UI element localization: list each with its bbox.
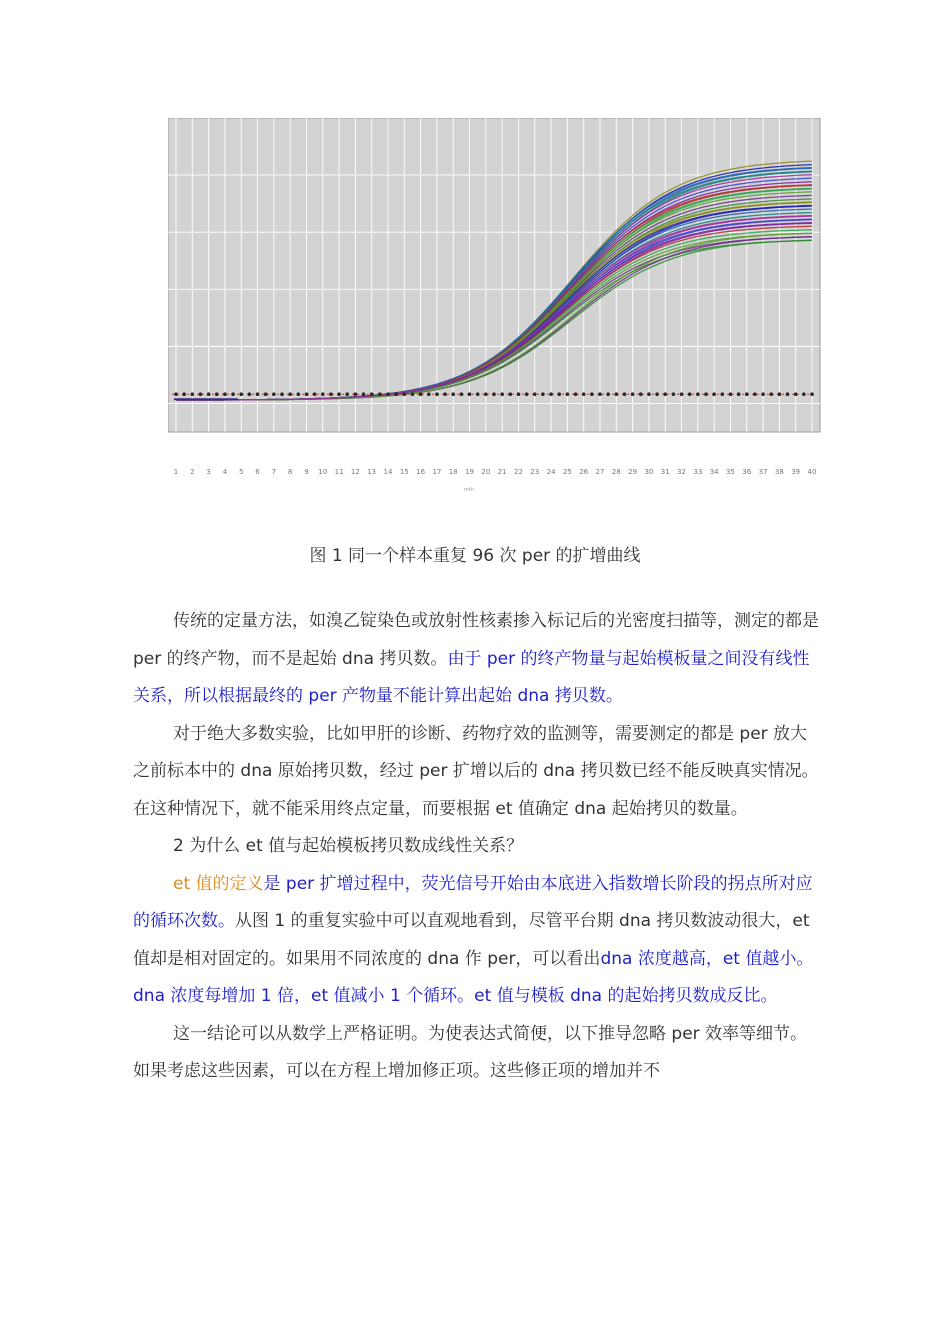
x-tick-label: 15 [399, 468, 409, 476]
x-tick-label: 20 [481, 468, 491, 476]
threshold-marker [557, 392, 561, 396]
threshold-marker [598, 392, 602, 396]
threshold-marker [272, 392, 276, 396]
paragraph-1-highlight: 由于 per 的终产物量与起始模板量之间没有线性关系，所以根据最终的 per 产物量不能计算出起始 dna 拷贝数。 [133, 648, 810, 706]
threshold-marker [810, 392, 814, 396]
threshold-marker [394, 392, 398, 396]
x-tick-label: 34 [709, 468, 719, 476]
threshold-marker [199, 392, 203, 396]
x-tick-label: 40 [807, 468, 817, 476]
threshold-marker [737, 392, 741, 396]
x-tick-label: 23 [530, 468, 540, 476]
threshold-marker [688, 392, 692, 396]
x-tick-label: 24 [546, 468, 556, 476]
x-tick-label: 31 [660, 468, 670, 476]
x-tick-label: 3 [206, 468, 211, 476]
x-tick-label: 7 [271, 468, 277, 476]
threshold-marker [623, 392, 627, 396]
threshold-marker [525, 392, 529, 396]
paragraph-4-text: 从图 1 的重复实验中可以直观地看到，尽管平台期 dna 拷贝数波动很大，et 值却是相对固定的。如果用不同浓度的 dna 作 per，可以看出 [133, 911, 810, 969]
figure-caption: 图 1 同一个样本重复 96 次 per 的扩增曲线 [309, 546, 641, 566]
threshold-marker [794, 392, 798, 396]
threshold-marker [370, 392, 374, 396]
x-axis-caption: mth [464, 487, 474, 493]
paragraph-1-text: 传统的定量方法，如溴乙锭染色或放射性核素掺入标记后的光密度扫描等，测定的都是 per 的终产物，而不是起始 dna 拷贝数。 [133, 611, 819, 669]
x-tick-label: 19 [465, 468, 474, 476]
threshold-marker [451, 392, 455, 396]
threshold-marker [753, 392, 757, 396]
threshold-marker [182, 392, 186, 396]
threshold-marker [386, 392, 390, 396]
article-body [133, 603, 821, 1091]
threshold-marker [378, 392, 382, 396]
threshold-marker [745, 392, 749, 396]
threshold-marker [712, 392, 716, 396]
et-definition-term: et 值的定义 [173, 873, 264, 894]
threshold-marker [223, 392, 227, 396]
threshold-marker [663, 392, 667, 396]
threshold-marker [729, 392, 733, 396]
x-tick-label: 36 [742, 468, 752, 476]
threshold-marker [264, 392, 268, 396]
threshold-marker [778, 392, 782, 396]
threshold-marker [786, 392, 790, 396]
threshold-marker [460, 392, 464, 396]
x-tick-label: 26 [579, 468, 589, 476]
threshold-marker [582, 392, 586, 396]
x-tick-label: 33 [693, 468, 703, 476]
x-tick-label: 22 [514, 468, 523, 476]
x-tick-label: 18 [448, 468, 458, 476]
threshold-marker [761, 392, 765, 396]
threshold-marker [574, 392, 578, 396]
paragraph-1 [133, 603, 821, 716]
threshold-marker [248, 392, 252, 396]
threshold-marker [288, 392, 292, 396]
threshold-marker [769, 392, 773, 396]
threshold-marker [174, 392, 178, 396]
threshold-marker [337, 392, 341, 396]
threshold-marker [313, 392, 317, 396]
x-tick-label: 39 [791, 468, 801, 476]
threshold-marker [411, 392, 415, 396]
threshold-marker [704, 392, 708, 396]
amplification-chart [168, 118, 822, 493]
x-tick-label: 1 [173, 468, 179, 476]
x-tick-label: 27 [595, 468, 605, 476]
threshold-marker [476, 392, 480, 396]
x-tick-label: 32 [677, 468, 686, 476]
x-tick-label: 37 [758, 468, 768, 476]
threshold-marker [239, 392, 243, 396]
x-tick-label: 30 [644, 468, 654, 476]
paragraph-5: 这一结论可以从数学上严格证明。为使表达式简便，以下推导忽略 per 效率等细节。如果考虑这些因素，可以在方程上增加修正项。这些修正项的增加并不 [133, 1023, 808, 1081]
paragraph-4 [133, 866, 821, 1016]
threshold-marker [443, 392, 447, 396]
threshold-marker [231, 392, 235, 396]
threshold-marker [606, 392, 610, 396]
plot-background [168, 118, 820, 432]
threshold-marker [403, 392, 407, 396]
x-tick-label: 17 [432, 468, 442, 476]
section-heading: 2 为什么 et 值与起始模板拷贝数成线性关系？ [173, 836, 524, 856]
x-tick-label: 5 [238, 468, 244, 476]
x-tick-label: 35 [726, 468, 735, 476]
threshold-marker [647, 392, 651, 396]
paragraph-4-highlight: dna 浓度越高，et 值越小。dna 浓度每增加 1 倍，et 值减小 1 个循环。et 值与模板 dna 的起始拷贝数成反比。 [133, 948, 814, 1006]
x-tick-label: 16 [416, 468, 426, 476]
x-tick-label: 2 [190, 468, 195, 476]
threshold-marker [566, 392, 570, 396]
threshold-marker [672, 392, 676, 396]
threshold-marker [484, 392, 488, 396]
threshold-marker [297, 392, 301, 396]
threshold-marker [256, 392, 260, 396]
threshold-marker [362, 392, 366, 396]
x-tick-label: 10 [318, 468, 328, 476]
x-tick-label: 9 [304, 468, 309, 476]
threshold-marker [590, 392, 594, 396]
x-tick-label: 8 [287, 468, 293, 476]
threshold-marker [802, 392, 806, 396]
threshold-marker [427, 392, 431, 396]
et-definition-text: 是 per 扩增过程中，荧光信号开始由本底进入指数增长阶段的拐点所对应的循环次数。 [133, 873, 813, 931]
threshold-marker [280, 392, 284, 396]
threshold-marker [549, 392, 553, 396]
x-tick-label: 28 [611, 468, 621, 476]
x-tick-label: 12 [350, 468, 360, 476]
x-tick-label: 4 [222, 468, 228, 476]
x-tick-label: 25 [562, 468, 572, 476]
x-tick-label: 6 [255, 468, 260, 476]
threshold-marker [345, 392, 349, 396]
threshold-marker [435, 392, 439, 396]
threshold-marker [655, 392, 659, 396]
threshold-marker [492, 392, 496, 396]
x-tick-label: 29 [628, 468, 638, 476]
threshold-marker [419, 392, 423, 396]
threshold-marker [329, 392, 333, 396]
threshold-marker [721, 392, 725, 396]
threshold-marker [215, 392, 219, 396]
threshold-marker [517, 392, 521, 396]
threshold-marker [321, 392, 325, 396]
threshold-marker [500, 392, 504, 396]
threshold-marker [615, 392, 619, 396]
threshold-marker [680, 392, 684, 396]
x-tick-label: 38 [774, 468, 784, 476]
x-tick-label: 14 [383, 468, 393, 476]
threshold-marker [639, 392, 643, 396]
threshold-marker [207, 392, 211, 396]
paragraph-2: 对于绝大多数实验，比如甲肝的诊断、药物疗效的监测等，需要测定的都是 per 放大之前标本中的 dna 原始拷贝数，经过 per 扩增以后的 dna 拷贝数已经不能反映真实情况。在这种情况下，就不能采用终点定量，而要根据 et 值确定 dna 起始拷贝的数量。 [133, 723, 819, 819]
x-tick-label: 21 [497, 468, 507, 476]
threshold-marker [696, 392, 700, 396]
threshold-marker [533, 392, 537, 396]
threshold-marker [541, 392, 545, 396]
x-tick-label: 13 [367, 468, 377, 476]
threshold-marker [191, 392, 195, 396]
threshold-marker [509, 392, 513, 396]
x-tick-label: 11 [334, 468, 344, 476]
threshold-marker [305, 392, 309, 396]
threshold-marker [631, 392, 635, 396]
threshold-marker [468, 392, 472, 396]
threshold-marker [354, 392, 358, 396]
